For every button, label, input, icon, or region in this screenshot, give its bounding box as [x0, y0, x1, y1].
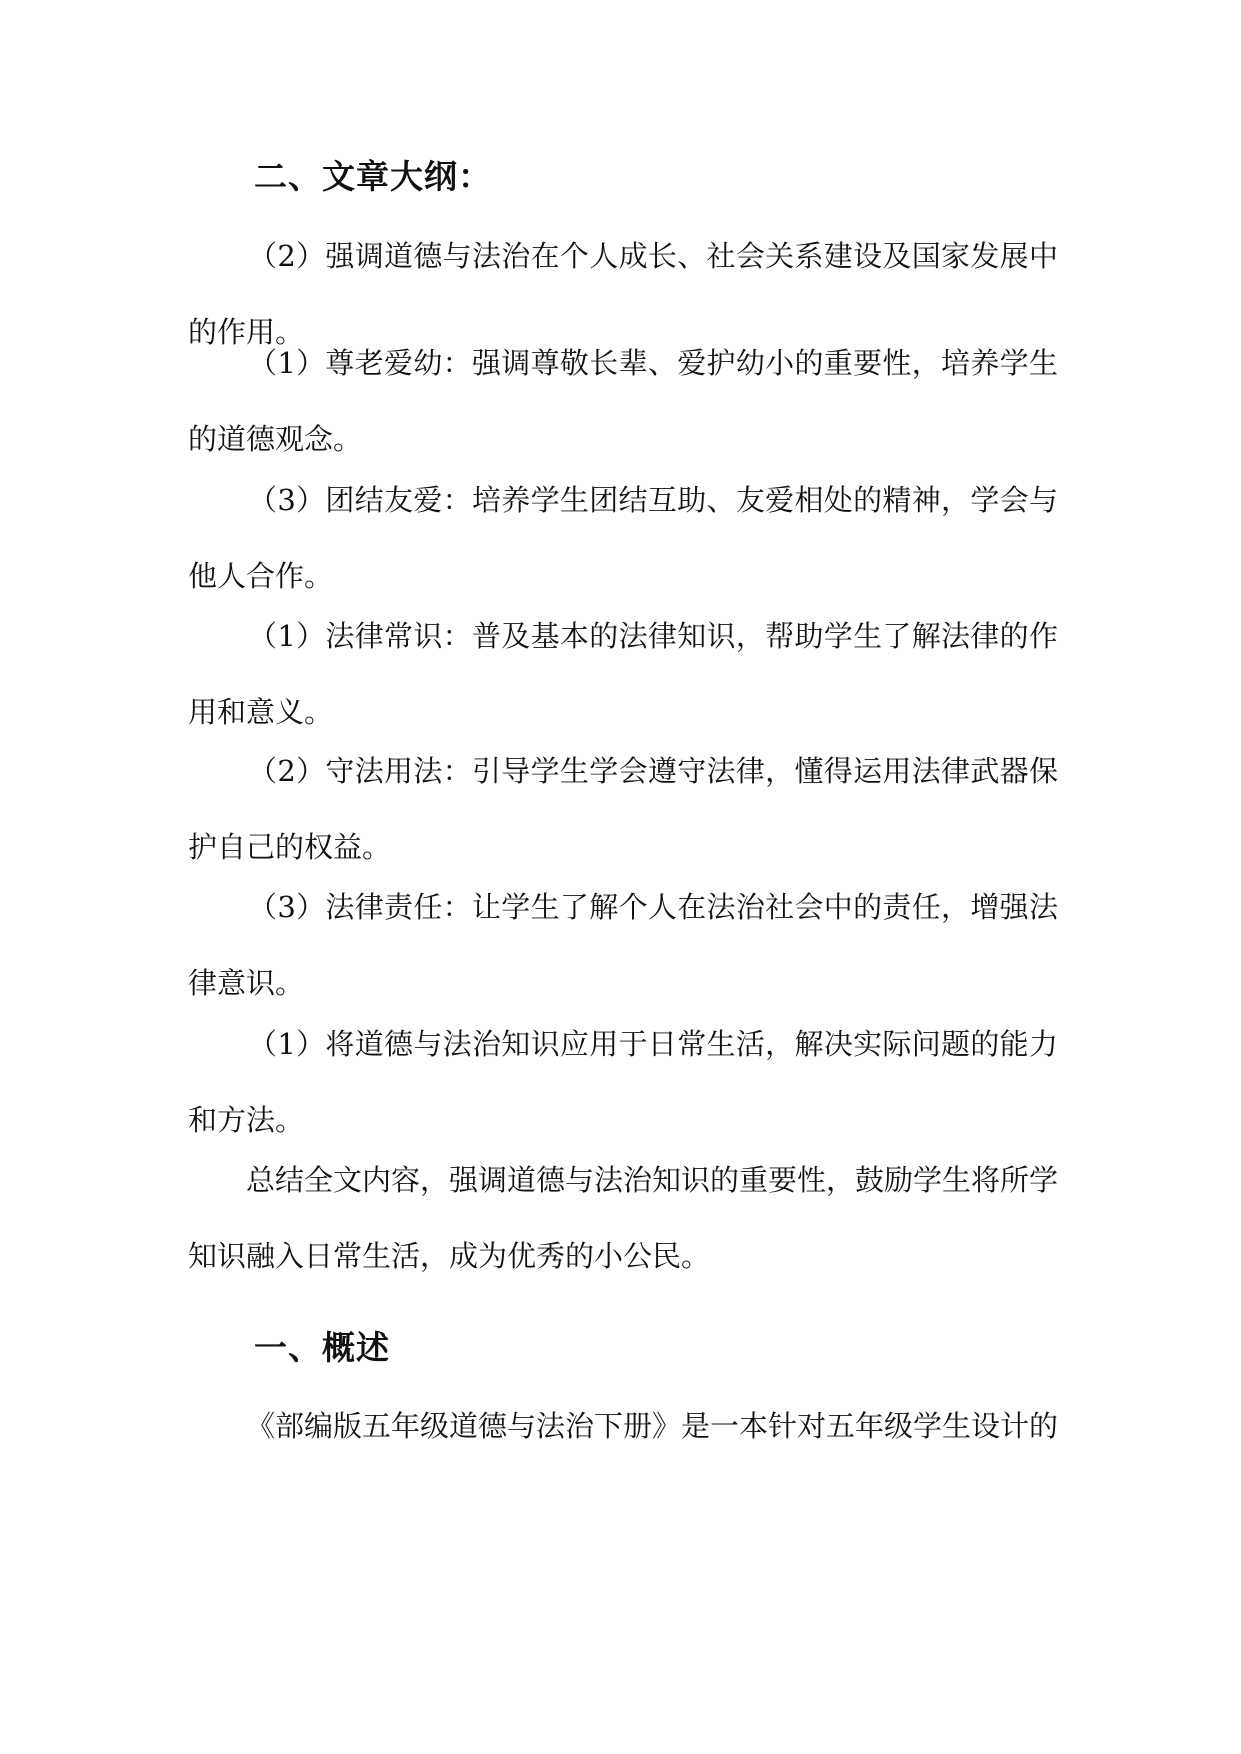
paragraph-1: （2）强调道德与法治在个人成长、社会关系建设及国家发展中的作用。 [188, 239, 1058, 349]
paragraph-overview: 《部编版五年级道德与法治下册》是一本针对五年级学生设计的 [246, 1409, 1059, 1443]
paragraph-summary: 总结全文内容，强调道德与法治知识的重要性，鼓励学生将所学知识融入日常生活，成为优秀的小公民。 [188, 1163, 1059, 1273]
paragraph-7: （1）将道德与法治知识应用于日常生活，解决实际问题的能力和方法。 [188, 1027, 1058, 1137]
paragraph-6: （3）法律责任：让学生了解个人在法治社会中的责任，增强法律意识。 [188, 890, 1058, 1000]
paragraph-2: （1）尊老爱幼：强调尊敬长辈、爱护幼小的重要性，培养学生的道德观念。 [188, 346, 1058, 456]
paragraph-5: （2）守法用法：引导学生学会遵守法律，懂得运用法律武器保护自己的权益。 [188, 754, 1058, 864]
paragraph-3: （3）团结友爱：培养学生团结互助、友爱相处的精神，学会与他人合作。 [188, 483, 1058, 593]
section-heading-outline: 二、文章大纲： [254, 157, 492, 196]
paragraph-4: （1）法律常识：普及基本的法律知识，帮助学生了解法律的作用和意义。 [188, 619, 1058, 729]
section-heading-overview: 一、概述 [254, 1328, 390, 1367]
